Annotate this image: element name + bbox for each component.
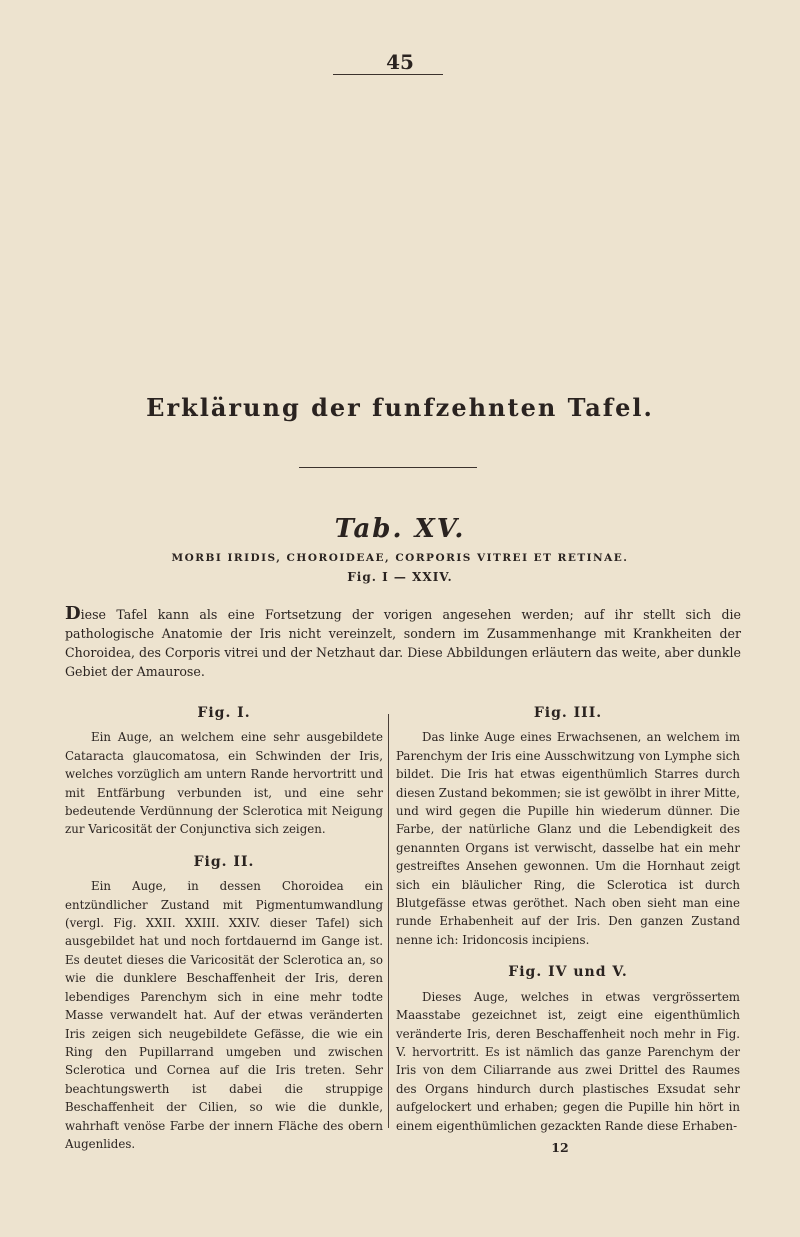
fig-4-5-text: Dieses Auge, welches in etwas vergrössertem Maasstabe gezeichnet ist, zeigt eine eigenthümlich veränderte Iris, deren Beschaffenheit noch mehr in Fig. V. hervortritt. Es ist nämlich das ganze Parenchym der Iris von dem Ciliarrande aus zwei Drittel des Raumes des Organs hindurch durch plastisches Exsudat sehr aufgelockert und erhaben; gegen die Pupille hin hört in einem eigenthümlichen gezackten Rande diese Erhaben- (396, 989, 740, 1133)
fig-1-section (65, 704, 383, 839)
fig-3-heading: Fig. III. (533, 705, 603, 721)
plate-figure-range: Fig. I — XXIV. (347, 570, 453, 584)
main-heading: Erklärung der funfzehnten Tafel. (146, 393, 654, 422)
heading-divider (299, 467, 477, 468)
right-column (396, 704, 740, 1149)
intro-text: iese Tafel kann als eine Fortsetzung der vorigen angesehen werden; auf ihr stellt sich die pathologische Anatomie der Iris nicht vereinzelt, sondern im Zusammenhange mit Krankheiten der Choroidea, des Corporis vitrei und der Netzhaut dar. Diese Abbildungen erläutern das weite, aber dunkle Gebiet der Amaurose. (65, 607, 741, 679)
signature-mark: 12 (551, 1140, 569, 1155)
fig-1-heading: Fig. I. (197, 705, 251, 721)
fig-4-5-heading: Fig. IV und V. (508, 964, 628, 981)
page-number: 45 (386, 50, 414, 74)
fig-3-section (396, 704, 740, 949)
fig-3-text: Das linke Auge eines Erwachsenen, an welchem im Parenchym der Iris eine Ausschwitzung von Lymphe sich bildet. Die Iris hat etwas eigenthümlich Starres durch diesen Zustand bekommen; sie ist gewölbt in ihrer Mitte, und wird gegen die Pupille hin wiederum dünner. Die Farbe, der natürliche Glanz und die Lebendigkeit des genannten Organs ist verwischt, dasselbe hat ein mehr gestreiftes Ansehen gewonnen. Um die Hornhaut zeigt sich ein bläulicher Ring, die Sclerotica ist durch Blutgefässe etwas geröthet. Nach oben sieht man eine runde Erhabenheit auf der Iris. Den ganzen Zustand nenne ich: Iridoncosis incipiens. (396, 730, 740, 947)
fig-2-text: Ein Auge, in dessen Choroidea ein entzündlicher Zustand mit Pigmentumwandlung (vergl. Fig. XXII. XXIII. XXIV. dieser Tafel) sich ausgebildet hat und noch fortdauernd im Gange ist. Es deutet dieses die Varicosität der Sclerotica an, so wie die dunklere Beschaffenheit der Iris, deren lebendiges Parenchym sich in eine mehr todte Masse verwandelt hat. Auf der etwas veränderten Iris zeigen sich neugebildete Gefässe, die wie ein Ring den Pupillarrand umgeben und zwischen Sclerotica und Cornea auf die Iris treten. Sehr beachtungswerth ist dabei die struppige Beschaffenheit der Cilien, so wie die dunkle, wahrhaft venöse Farbe der innern Fläche des obern Augenlides. (65, 879, 383, 1151)
fig-2-heading: Fig. II. (193, 853, 255, 870)
fig-4-5-section (396, 963, 740, 1135)
intro-dropcap: D (65, 603, 81, 624)
left-column (65, 704, 383, 1167)
intro-paragraph (65, 604, 741, 681)
column-divider (388, 714, 389, 1128)
fig-1-text: Ein Auge, an welchem eine sehr ausgebildete Cataracta glaucomatosa, ein Schwinden der Iris, welches vorzüglich am untern Rande hervortritt und mit Entfärbung verbunden ist, und eine sehr bedeutende Verdünnung der Sclerotica mit Neigung zur Varicosität der Conjunctiva sich zeigen. (65, 730, 383, 837)
plate-title: Tab. XV. (334, 514, 466, 544)
fig-2-section (65, 853, 383, 1154)
plate-subtitle: MORBI IRIDIS, CHOROIDEAE, CORPORIS VITREI ET RETINAE. (171, 552, 629, 564)
page-number-rule (333, 74, 443, 75)
